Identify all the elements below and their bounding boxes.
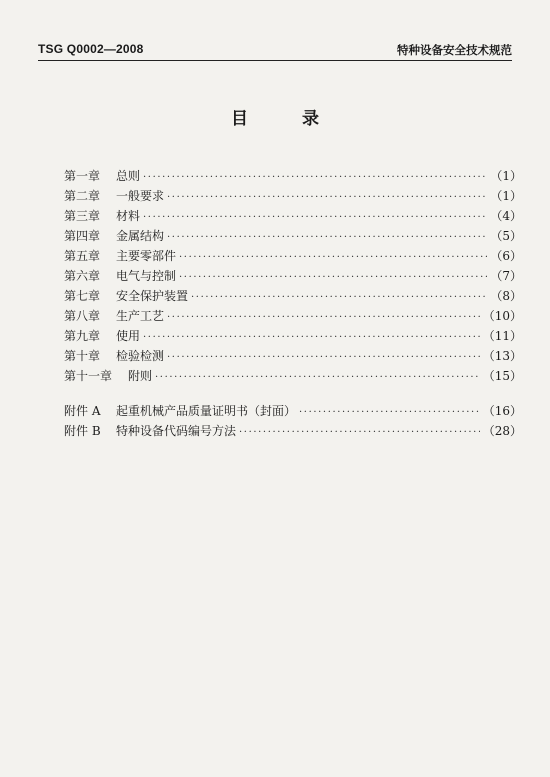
dot-leader xyxy=(155,368,480,388)
page-number: （11） xyxy=(482,329,522,343)
chapter-title: 生产工艺 xyxy=(116,309,165,323)
chapter-title: 金属结构 xyxy=(116,229,165,243)
dot-leader xyxy=(167,228,487,248)
chapter-label: 第十章 xyxy=(64,349,101,363)
chapter-title: 总则 xyxy=(116,169,141,183)
toc-entry-appendix-a[interactable] xyxy=(64,401,522,421)
chapter-title: 电气与控制 xyxy=(116,269,177,283)
standard-code: TSG Q0002—2008 xyxy=(38,42,144,56)
table-of-contents xyxy=(64,0,522,777)
dot-leader xyxy=(191,288,487,308)
chapter-label: 第五章 xyxy=(64,249,101,263)
chapter-title: 安全保护装置 xyxy=(116,289,189,303)
chapter-title: 主要零部件 xyxy=(116,249,177,263)
dot-leader xyxy=(179,268,487,288)
chapter-label: 第八章 xyxy=(64,309,101,323)
page-number: （4） xyxy=(490,209,522,223)
appendix-label: 附件 A xyxy=(64,404,101,418)
chapter-title: 附则 xyxy=(128,369,153,383)
toc-entry-chapter-2[interactable] xyxy=(64,186,522,206)
toc-entry-chapter-1[interactable] xyxy=(64,166,522,186)
dot-leader xyxy=(143,328,480,348)
appendix-title: 特种设备代码编号方法 xyxy=(116,424,237,438)
page-number: （6） xyxy=(490,249,522,263)
page-title: 目 录 xyxy=(231,109,343,129)
chapter-label: 第四章 xyxy=(64,229,101,243)
chapter-label: 第九章 xyxy=(64,329,101,343)
dot-leader xyxy=(167,188,487,208)
chapter-title: 材料 xyxy=(116,209,141,223)
page-number: （1） xyxy=(490,189,522,203)
page-number: （5） xyxy=(490,229,522,243)
toc-entry-chapter-4[interactable] xyxy=(64,226,522,246)
dot-leader xyxy=(239,423,480,443)
toc-entry-chapter-11[interactable] xyxy=(64,366,522,386)
chapter-label: 第二章 xyxy=(64,189,101,203)
toc-entry-appendix-b[interactable] xyxy=(64,421,522,441)
chapter-title: 一般要求 xyxy=(116,189,165,203)
chapter-label: 第十一章 xyxy=(64,369,113,383)
page-number: （10） xyxy=(482,309,522,323)
chapter-label: 第一章 xyxy=(64,169,101,183)
toc-entry-chapter-3[interactable] xyxy=(64,206,522,226)
toc-entry-chapter-5[interactable] xyxy=(64,246,522,266)
dot-leader xyxy=(143,208,487,228)
dot-leader xyxy=(299,403,480,423)
chapter-label: 第三章 xyxy=(64,209,101,223)
dot-leader xyxy=(167,308,480,328)
chapter-title: 检验检测 xyxy=(116,349,165,363)
toc-entry-chapter-7[interactable] xyxy=(64,286,522,306)
chapter-title: 使用 xyxy=(116,329,141,343)
toc-entry-chapter-9[interactable] xyxy=(64,326,522,346)
chapter-label: 第七章 xyxy=(64,289,101,303)
appendix-label: 附件 B xyxy=(64,424,101,438)
toc-entry-chapter-6[interactable] xyxy=(64,266,522,286)
page-number: （28） xyxy=(482,424,522,438)
page-number: （15） xyxy=(482,369,522,383)
page-number: （8） xyxy=(490,289,522,303)
page-number: （7） xyxy=(490,269,522,283)
dot-leader xyxy=(179,248,487,268)
chapter-label: 第六章 xyxy=(64,269,101,283)
toc-entry-chapter-8[interactable] xyxy=(64,306,522,326)
dot-leader xyxy=(167,348,480,368)
standard-series: 特种设备安全技术规范 xyxy=(397,43,512,57)
dot-leader xyxy=(143,168,487,188)
page-number: （16） xyxy=(482,404,522,418)
page-number: （13） xyxy=(482,349,522,363)
appendix-title: 起重机械产品质量证明书（封面） xyxy=(116,404,297,418)
toc-entry-chapter-10[interactable] xyxy=(64,346,522,366)
page-number: （1） xyxy=(490,169,522,183)
